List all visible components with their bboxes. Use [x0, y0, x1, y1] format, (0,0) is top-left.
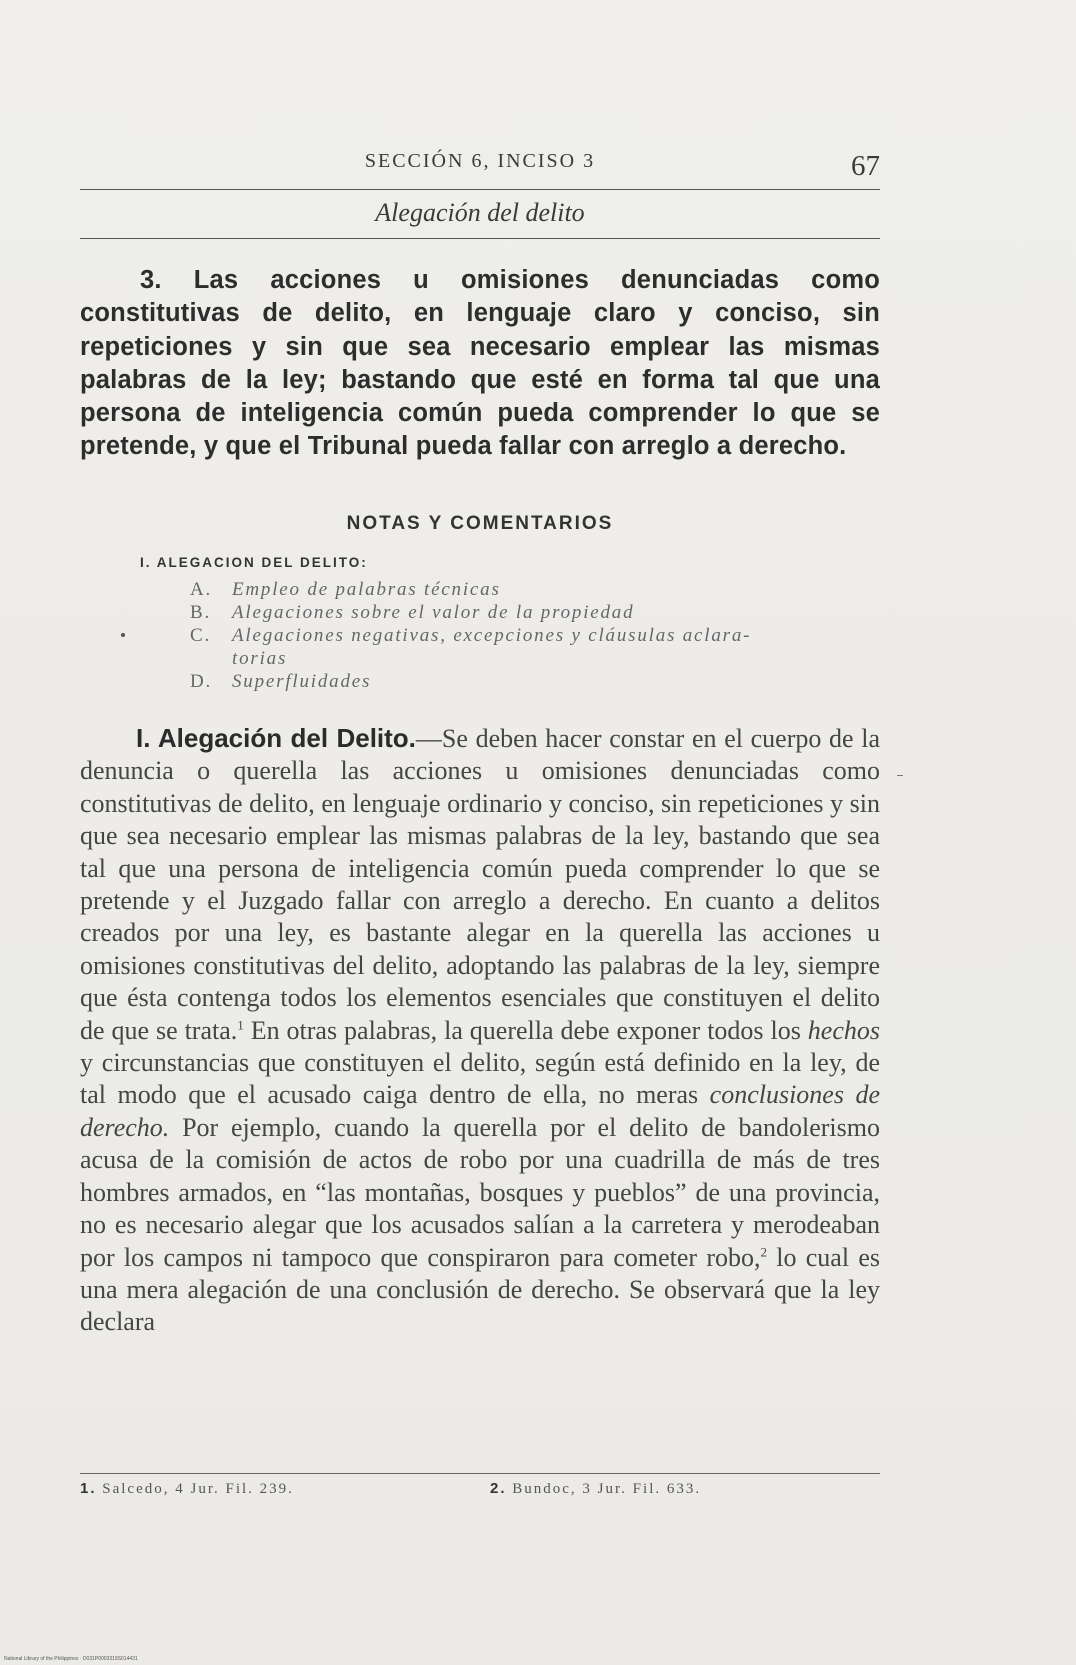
body-text-run: y circunstancias que constituyen el delito, según está definido en la ley, de tal modo que el acusado caiga dentro de ella, no meras [80, 1048, 880, 1110]
header-rule-bottom [80, 238, 880, 239]
running-head [80, 150, 880, 190]
page-number: 67 [851, 150, 880, 182]
footnote-1 [80, 1480, 294, 1498]
body-paragraph [80, 722, 880, 1339]
outline-item [190, 624, 890, 647]
footnote-2 [490, 1480, 701, 1498]
margin-mark [121, 633, 125, 637]
footnote-number: 2. [490, 1480, 507, 1497]
footnote-number: 1. [80, 1480, 97, 1497]
footnote-text: Salcedo, 4 Jur. Fil. 239. [102, 1481, 294, 1497]
footnote-ref-2: 2 [760, 1243, 767, 1259]
margin-mark-right [897, 775, 903, 776]
page-subtitle: Alegación del delito [375, 198, 585, 227]
outline-item [190, 670, 890, 693]
outline-text: Superfluidades [232, 671, 372, 692]
footnote-ref-1: 1 [237, 1017, 244, 1032]
outline-text: Alegaciones negativas, excepciones y cláusulas aclara- [232, 625, 752, 646]
outline-letter: B. [190, 602, 212, 623]
outline-letter: D. [190, 671, 213, 692]
outline-text: Empleo de palabras técnicas [232, 579, 501, 600]
footnote-rule [80, 1473, 880, 1474]
footnote-text: Bundoc, 3 Jur. Fil. 633. [512, 1481, 702, 1497]
outline-text: Alegaciones sobre el valor de la propiedad [232, 602, 635, 623]
body-text-run: —Se deben hacer constar en el cuerpo de la denuncia o querella las acciones u omisiones denunciadas como constitutivas de delito, en lenguaje ordinario y conciso, sin repeticiones y sin que sea necesario emplear las mismas palabras de la ley, bastando que sea tal que una persona de inteligencia común pueda comprender lo que se pretende y el Juzgado fallar con arreglo a derecho. En cuanto a delitos creados por una ley, es bastante alegar en la querella las acciones u omisiones constitutivas del delito, adoptando las palabras de la ley, siempre que ésta contenga todos los elementos esenciales que constituyen el delito de que se trata. [80, 724, 880, 1045]
notes-heading: NOTAS Y COMENTARIOS [346, 513, 614, 534]
emphasis-conclusiones: conclusiones de derecho. [80, 1080, 880, 1142]
emphasis-hechos: hechos [807, 1015, 880, 1045]
paragraph-lead: I. Alegación del Delito. [136, 723, 416, 753]
library-credit: National Library of the Philippines · D031P0003319S014431 [4, 1656, 138, 1662]
outline-letter: C. [190, 625, 212, 646]
rule-paragraph: 3. Las acciones u omisiones denunciadas como constitutivas de delito, en lenguaje claro y conciso, sin repeticiones y sin que sea necesario emplear las mismas palabras de la ley; bastando que esté en forma tal que una persona de inteligencia común pueda comprender lo que se pretende, y que el Tribunal pueda fallar con arreglo a derecho. [80, 266, 880, 461]
notes-outline [190, 578, 890, 693]
body-text-run: Por ejemplo, cuando la querella por el delito de bandolerismo acusa de la comisión de actos de robo por una cuadrilla de más de tres hombres armados, en “las montañas, bosques y pueblos” de una provincia, no es necesario alegar que los acusados salían a la carretera y merodeaban por los campos ni tampoco que conspiraron para cometer robo, [80, 1112, 880, 1272]
section-heading: SECCIÓN 6, INCISO 3 [364, 150, 596, 172]
outline-item [190, 601, 890, 624]
outline-title: I. ALEGACION DEL DELITO: [140, 555, 368, 570]
header-rule-top [80, 189, 880, 190]
outline-letter: A. [190, 579, 213, 600]
outline-continuation: torias [232, 648, 288, 669]
body-text-run: En otras palabras, la querella debe exponer todos los [243, 1015, 808, 1045]
outline-item [190, 578, 890, 601]
body-text-run: lo cual es una mera alegación de una conclusión de derecho. Se observará que la ley declara [80, 1242, 880, 1337]
